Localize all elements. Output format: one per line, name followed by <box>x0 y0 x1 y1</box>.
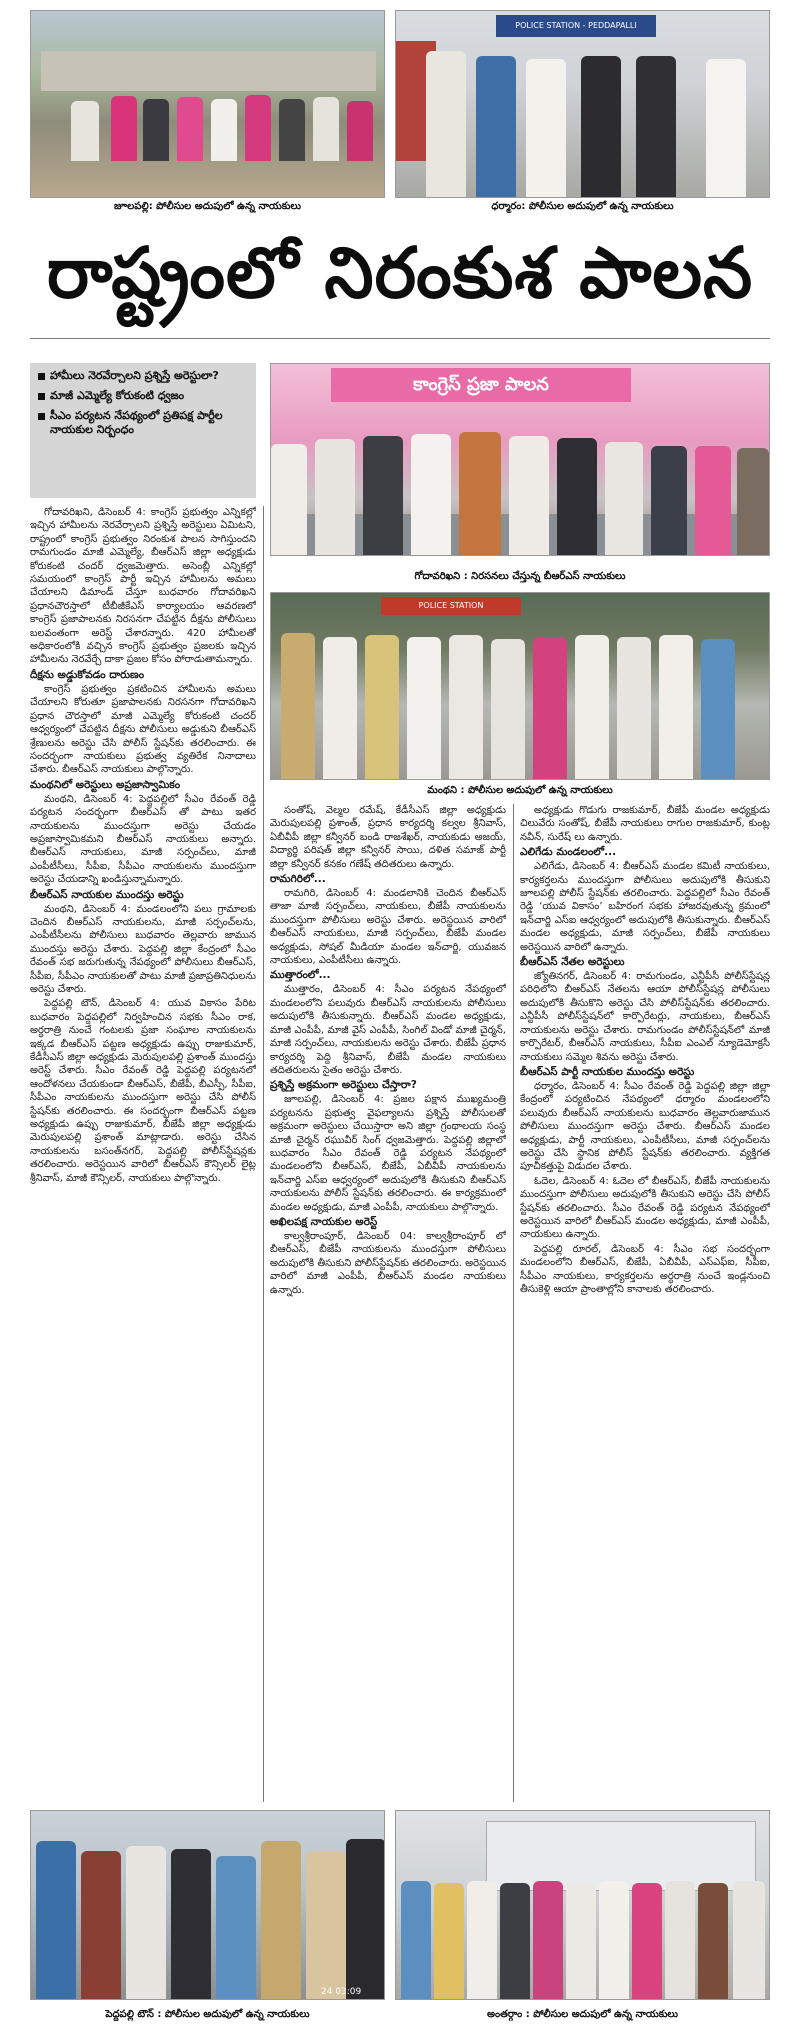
subheading: ప్రశ్నిస్తే అక్రమంగా అరెస్టులు చేస్తారా? <box>270 1079 417 1092</box>
caption-peddapalli-town: పెద్దపల్లి టౌన్ : పోలీసుల అదుపులో ఉన్న నాయకులు <box>105 2009 310 2020</box>
police-station-sign-manthani: POLICE STATION <box>381 597 521 615</box>
subheading: ముత్తారంలో... <box>270 969 331 982</box>
paragraph: పెద్దపల్లి రూరల్, డిసెంబర్ 4: సీఎం సభ సందర్భంగా మండలంలోని బీఆర్ఎస్, బీజేపీ, ఏబీవీపీ, ఎస్ఎఫ్ఐ, సీపీఐ, సీపీఎం నాయకులు, కార్యకర్తలను అర్ధరాత్రి నుంచే ఇండ్లనుంచి తీసుకెళ్లి ఆయా ప్రాంతాల్లోని కానాలకు తరలించారు. <box>520 1243 770 1295</box>
police-station-sign: POLICE STATION - PEDDAPALLI <box>496 15 656 37</box>
paragraph: ఎలిగేడు, డిసెంబర్ 4: బీఆర్ఎస్ మండల కమిటీ నాయకులు, కార్యకర్తలను ముందస్తుగా పోలీసులు అదుపులోకి తీసుకుని జూలపల్లి పోలీస్ స్టేషన్‌కు తరలించారు. పెద్దపల్లిలో సీఎం రేవంత్ రెడ్డి ‘యువ వికాసం’ బహిరంగ సభకు హాజరవుతున్న క్రమంలో ఇన్‌చార్జి ఎస్ఐ ఆధ్వర్యంలో అదుపులోకి తీసుకున్నారు. బీఆర్ఎస్ మండల అధ్యక్షుడు, మాజీ సర్పంచ్‌లు, బీజేపీ నాయకులు అరెస్టయిన వారిలో ఉన్నారు. <box>520 861 770 953</box>
paragraph: జ్యోతినగర్, డిసెంబర్ 4: రామగుండం, ఎన్టీపీసీ పోలీస్‌స్టేషన్ల పరిధిలోని బీఆర్ఎస్ నేతలను ఆయా పోలీస్‌స్టేషన్ల పోలీసులు అదుపులోకి తీసుకొని అరెస్టు చేసి పోలీస్‌స్టేషన్‌కు తరలించారు. ఎన్టీపీసీ పోలీస్‌స్టేషన్‌లో కార్పొరేటర్లు, నాయకులు, బీఆర్ఎస్ నాయకులను అరెస్టు చేశారు. రామగుండం పోలీస్‌స్టేషన్‌లో మాజీ కార్పొరేటర్, బీఆర్ఎస్ నాయకులు, సీపీఐ ఎంఎల్ న్యూడెమోక్రసీ నాయకులు సమ్మెల శివను అరెస్టు చేశారు. <box>520 971 770 1063</box>
paragraph: పెద్దపల్లి టౌన్, డిసెంబర్ 4: యువ వికాసం పేరిట బుధవారం పెద్దపల్లిలో నిర్వహించిన సభకు సీఎం రాక, అర్ధరాత్రి నుంచే గంటలకు ప్రజా సంఘాల నాయకులను ఇక్కడ బీఆర్ఎస్ పట్టణ అధ్యక్షుడు ఉప్పు రాజుకుమార్, కేడీసీఎస్ జిల్లా అధ్యక్షుడు మెరుపులపల్లి ప్రశాంత్ ముందస్తు అరెస్ట్ చేశారు. సీఎం రేవంత్ రెడ్డి పెద్దపల్లి పర్యటనలో ఆందోళనలు చేయకుండా బీఆర్ఎస్, బీజేపీ, బీఎస్పీ, సీపీఐ, సీపీఎం నాయకులను ముందస్తుగా అరెస్టు చేసి పోలీస్ స్టేషన్‌కు తరలించారు. ఈ సందర్భంగా బీఆర్ఎస్ పట్టణ అధ్యక్షుడు ఉప్పు రాజుకుమార్, బీజేపీ జిల్లా అధ్యక్షుడు మెరుపులపల్లి ప్రశాంత్ మాట్లాడారు. అరెస్టు చేసిన నాయకులను బసంత్‌నగర్, పెద్దపల్లి పోలీస్‌స్టేషన్లకు తరలించారు. అరెస్టయిన వారిలో బీఆర్ఎస్ కౌన్సిలర్ లైట్ల శ్రీనివాస్, మాజీ కౌన్సిలర్, నాయకులు పాల్గొన్నారు. <box>30 998 256 1184</box>
caption-manthani: మంథని : పోలీసుల అదుపులో ఉన్న నాయకులు <box>427 785 613 796</box>
paragraph: అధ్యక్షుడు గొడుగు రాజకుమార్, బీజేపీ మండల అధ్యక్షుడు చిలువేరు సంతోష్, బీజేపీ నాయకులు రాగుల రాజకుమార్, కుంట్ల నవీన్, సురేష్ లు ఉన్నారు. <box>520 805 770 843</box>
paragraph: ధర్మారం, డిసెంబర్ 4: సీఎం రేవంత్ రెడ్డి పెద్దపల్లి జిల్లా జిల్లా కేంద్రంలో పర్యటించిన నేపథ్యంలో ధర్మారం మండలంలోని పలువురు బీఆర్ఎస్ నాయకులను బుధవారం తెల్లవారుజామున పోలీసులు ముందస్తుగా అరెస్టు చేశారు. బీఆర్ఎస్ మండల అధ్యక్షుడు, పార్టీ నాయకులు, ఎంపీటీసీలు, మాజీ సర్పంచ్‌లను అరెస్టు చేసి స్థానిక పోలీస్ స్టేషన్‌కు తరలించారు. వ్యక్తిగత పూచీకత్తుపై విడుదల చేశారు. <box>520 1080 770 1173</box>
photo-julapalli <box>30 10 385 198</box>
paragraph: మంథని, డిసెంబర్ 4: మండలంలోని పలు గ్రామాలకు చెందిన బీఆర్ఎస్ నాయకులను, మాజీ సర్పంచ్‌లను, ఎంపీటీసీలను పోలీసులు బుధవారం తెల్లవారు జామున ముందస్తు అరెస్టు చేశారు. పెద్దపల్లి జిల్లా కేంద్రంలో సీఎం రేవంత్ సభ జరుగుతున్న నేపథ్యంలో పోలీసులు బీఆర్ఎస్, సీపీఐ, సీపీఎం నాయకులతో పాటు మాజీ ప్రజాప్రతినిధులను అరెస్టు చేశారు. <box>30 903 256 995</box>
photo-antargam <box>395 1810 770 2000</box>
caption-julapalli: జూలపల్లి: పోలీసుల అదుపులో ఉన్న నాయకులు <box>114 201 301 212</box>
paragraph: గోదావరిఖని, డిసెంబర్ 4: కాంగ్రెస్ ప్రభుత్వం ఎన్నికల్లో ఇచ్చిన హామీలను నెరవేర్చాలని ప్రశ్నిస్తే అరెస్టులు ఏమిటని, రాష్ట్రంలో కాంగ్రెస్ ప్రభుత్వం నిరంకుశ పాలన సాగిస్తుందని రామగుండం మాజీ ఎమ్మెల్యే, బీఆర్ఎస్ జిల్లా అధ్యక్షుడు కోరుకంటి చందర్ ధ్వజమెత్తారు. అసెంబ్లీ ఎన్నికల్లో సమయంలో కాంగ్రెస్ పార్టీ ఇచ్చిన హామీలను అమలు చేయాలని డిమాండ్ చేస్తూ బుధవారం గోదావరిఖని ప్రధానచౌరస్తాలో టీబీజీకేఎస్ కార్యాలయం ఆవరణలో కాంగ్రెస్ ప్రజాపాలనకు నిరసనగా చేపట్టిన దీక్షను పోలీసులు బలవంతంగా అరెస్ట్ చేశారన్నారు. 420 హామీలతో అధికారంలోకి వచ్చిన కాంగ్రెస్ ప్రభుత్వం ప్రజలకు ఇచ్చిన హామీలను నెరవేర్చే దాకా ప్రజల కోసం పోరాడుతామన్నారు. <box>30 507 256 666</box>
paragraph: ఓదెల, డిసెంబర్ 4: ఓదెల లో బీఆర్ఎస్, బీజేపీ నాయకులను ముందస్తుగా పోలీసులు అదుపులోకి తీసుకుని అరెస్టు చేసి పోలీస్ స్టేషన్‌కు తరలించారు. సీఎం రేవంత్ రెడ్డి పర్యటన నేపథ్యంలో అరెస్టయిన వారిలో బీఆర్ఎస్ మండల అధ్యక్షుడు, మాజీ ఎంపీపీ, నాయకులు ఉన్నారు. <box>520 1175 770 1241</box>
article-column-1 <box>30 506 256 1802</box>
photo-timestamp: 24 03:09 <box>321 1987 362 1997</box>
subheading: దీక్షను అడ్డుకోవడం దారుణం <box>30 668 145 681</box>
paragraph: జూలపల్లి, డిసెంబర్ 4: ప్రజల పక్షాన ముఖ్యమంత్రి పర్యటనను ప్రభుత్వ వైఫల్యాలను ప్రశ్నిస్తే పోలీసులతో అక్రమంగా అరెస్టులు చేయిస్తారా అని జిల్లా గ్రంథాలయ సంస్థ మాజీ చైర్మన్ రఘువీర్ సింగ్ ధ్వజమెత్తారు. పెద్దపల్లి జిల్లాలో బుధవారం సీఎం రేవంత్ రెడ్డి పర్యటన నేపథ్యంలో మండలంలోని బీఆర్ఎస్, బీజేపీ, ఏబీవీపీ నాయకులను ఇన్‌చార్జి ఎస్ఐ ఆధ్వర్యంలో అదుపులోకి తీసుకుని బీఆర్ఎస్ నాయకులను పోలీస్ స్టేషన్‌కు తరలించారు. ఈ కార్యక్రమంలో మండల అధ్యక్షుడు, మాజీ ఎంపీపీ, నాయకులు పాల్గొన్నారు. <box>270 1094 506 1213</box>
photo-godavarikhani <box>270 363 770 556</box>
paragraph: కాల్వశ్రీరాంపూర్, డిసెంబర్ 04: కాల్వశ్రీరాంపూర్ లో బీఆర్ఎస్, బీజేపీ నాయకులను ముందస్తుగా పోలీసులు అదుపులోకి తీసుకుని పోలీస్‌స్టేషన్‌కు తరలించారు. అరెస్టయిన వారిలో మాజీ ఎంపీపీ, బీఆర్ఎస్ మండల నాయకులు ఉన్నారు. <box>270 1230 506 1296</box>
highlights-box <box>30 363 256 498</box>
highlight-item: మాజీ ఎమ్మెల్యే కోరుకంటి ధ్వజం <box>36 389 250 403</box>
subheading: బీఆర్ఎస్ పార్టీ నాయకుల ముందస్తు అరెస్టు <box>520 1065 695 1078</box>
protest-banner: కాంగ్రెస్ ప్రజా పాలన <box>331 368 631 402</box>
caption-antargam: అంతర్గాం : పోలీసుల అదుపులో ఉన్న నాయకులు <box>487 2009 678 2020</box>
article-column-3 <box>520 804 770 1802</box>
paragraph: ముత్తారం, డిసెంబర్ 4: సీఎం పర్యటన నేపథ్యంలో మండలంలోని పలువురు బీఆర్ఎస్ నాయకులను పోలీసులు అదుపులోకి తీసుకున్నారు. బీఆర్ఎస్ మండల అధ్యక్షుడు, మాజీ ఎంపీపీ, మాజీ వైస్ ఎంపీపీ, సింగిల్ విండో మాజీ చైర్మన్, మాజీ సర్పంచ్‌లు, నాయకులను అరెస్టు చేశారు. బీజేపీ ప్రధాన కార్యదర్శి పెద్ది శ్రీనివాస్, బీజేపీ మండల నాయకులు తదితరులను సైతం అరెస్టు చేశారు. <box>270 984 506 1076</box>
highlight-item: హామీలు నెరవేర్చాలని ప్రశ్నిస్తే అరెస్టులా? <box>36 369 250 383</box>
paragraph: సంతోష్, వెల్మల రమేష్, కేడీసీఎస్ జిల్లా అధ్యక్షుడు మెరుపులపల్లి ప్రశాంత్, ప్రధాన కార్యదర్శి కల్వల శ్రీనివాస్, ఏబీవీపీ జిల్లా కన్వీనర్ బండి రాజశేఖర్, నాయకుడు అజయ్, విద్యార్థి పరిషత్ జిల్లా కన్వీనర్ సాయి, దళిత సమాజ్ పార్టీ జిల్లా కన్వీనర్ కనకం గణేష్ తదితరులు ఉన్నారు. <box>270 805 506 870</box>
column-rule <box>513 804 514 1802</box>
paragraph: మంథని, డిసెంబర్ 4: పెద్దపల్లిలో సీఎం రేవంత్ రెడ్డి పర్యటన సందర్భంగా బీఆర్ఎస్ తో పాటు ఇతర నాయకులను ముందస్తుగా అరెస్టు చేయడం అప్రజాస్వామికమని బీఆర్ఎస్ నాయకులు అన్నారు. బీఆర్ఎస్ నాయకులు, మాజీ సర్పంచ్‌లు, మాజీ ఎంపీటీసీలు, సీపీఐ, సీపీఎం నాయకులను ముందస్తుగా అరెస్టు చేయడాన్ని ఖండిస్తున్నామన్నారు. <box>30 793 256 886</box>
paragraph: రామగిరి, డిసెంబర్ 4: మండలానికి చెందిన బీఆర్ఎస్ తాజా మాజీ సర్పంచ్‌లు, నాయకులు, బీజేపీ నాయకులను ముందస్తుగా పోలీసులు అరెస్టు చేశారు. అరెస్టయిన వారిలో బీఆర్ఎస్ నాయకులు, మాజీ సర్పంచ్‌లు, బీజేపీ మండల అధ్యక్షుడు, సోషల్ మీడియా మండల ఇన్‌చార్జి, యువజన నాయకులు, ఎంపీటీసీలు ఉన్నారు. <box>270 888 506 967</box>
subheading: బీఆర్ఎస్ నాయకుల ముందస్తు అరెస్టు <box>30 888 184 901</box>
page-headline: రాష్ట్రంలో నిరంకుశ పాలన <box>46 231 754 314</box>
photo-manthani <box>270 592 770 780</box>
subheading: మంథనిలో అరెస్టులు అప్రజాస్వామికం <box>30 778 181 791</box>
article-column-2 <box>270 804 506 1802</box>
paragraph: కాంగ్రెస్ ప్రభుత్వం ప్రకటించిన హామీలను అమలు చేయాలని కోరుతూ ప్రజాపాలనకు నిరసనగా గోదావరిఖని ప్రధాన చౌరస్తాలో మాజీ ఎమ్మెల్యే కోరుకంటి చందర్ ఆధ్వర్యంలో చేపట్టిన దీక్షను పోలీసులు అడ్డుకుని బీఆర్ఎస్ శ్రేణులను అరెస్టు చేసి పోలీస్ స్టేషన్‌కు తరలించారు. ఈ సందర్భంగా నాయకులు ప్రభుత్వ వ్యతిరేక నినాదాలు చేశారు. బీఆర్ఎస్ నాయకులు పాల్గొన్నారు. <box>30 683 256 776</box>
subheading: ఎలిగేడు మండలంలో... <box>520 846 617 859</box>
photo-peddapalli-town <box>30 1810 385 2000</box>
column-rule <box>263 506 264 1802</box>
highlight-item: సీఎం పర్యటన నేపథ్యంలో ప్రతిపక్ష పార్టీల నాయకుల నిర్బంధం <box>36 409 250 437</box>
subheading: రామగిరిలో... <box>270 873 326 886</box>
caption-godavarikhani: గోదావరిఖని : నిరసనలు చేస్తున్న బీఆర్ఎస్ నాయకులు <box>414 571 626 582</box>
headline-rule <box>30 338 770 339</box>
subheading: బీఆర్ఎస్ నేతల అరెస్టులు <box>520 956 625 969</box>
photo-dharmaram <box>395 10 770 198</box>
caption-dharmaram: ధర్మారం: పోలీసుల అదుపులో ఉన్న నాయకులు <box>491 201 674 212</box>
subheading: అఖిలపక్ష నాయకుల అరెస్ట్ <box>270 1215 378 1228</box>
